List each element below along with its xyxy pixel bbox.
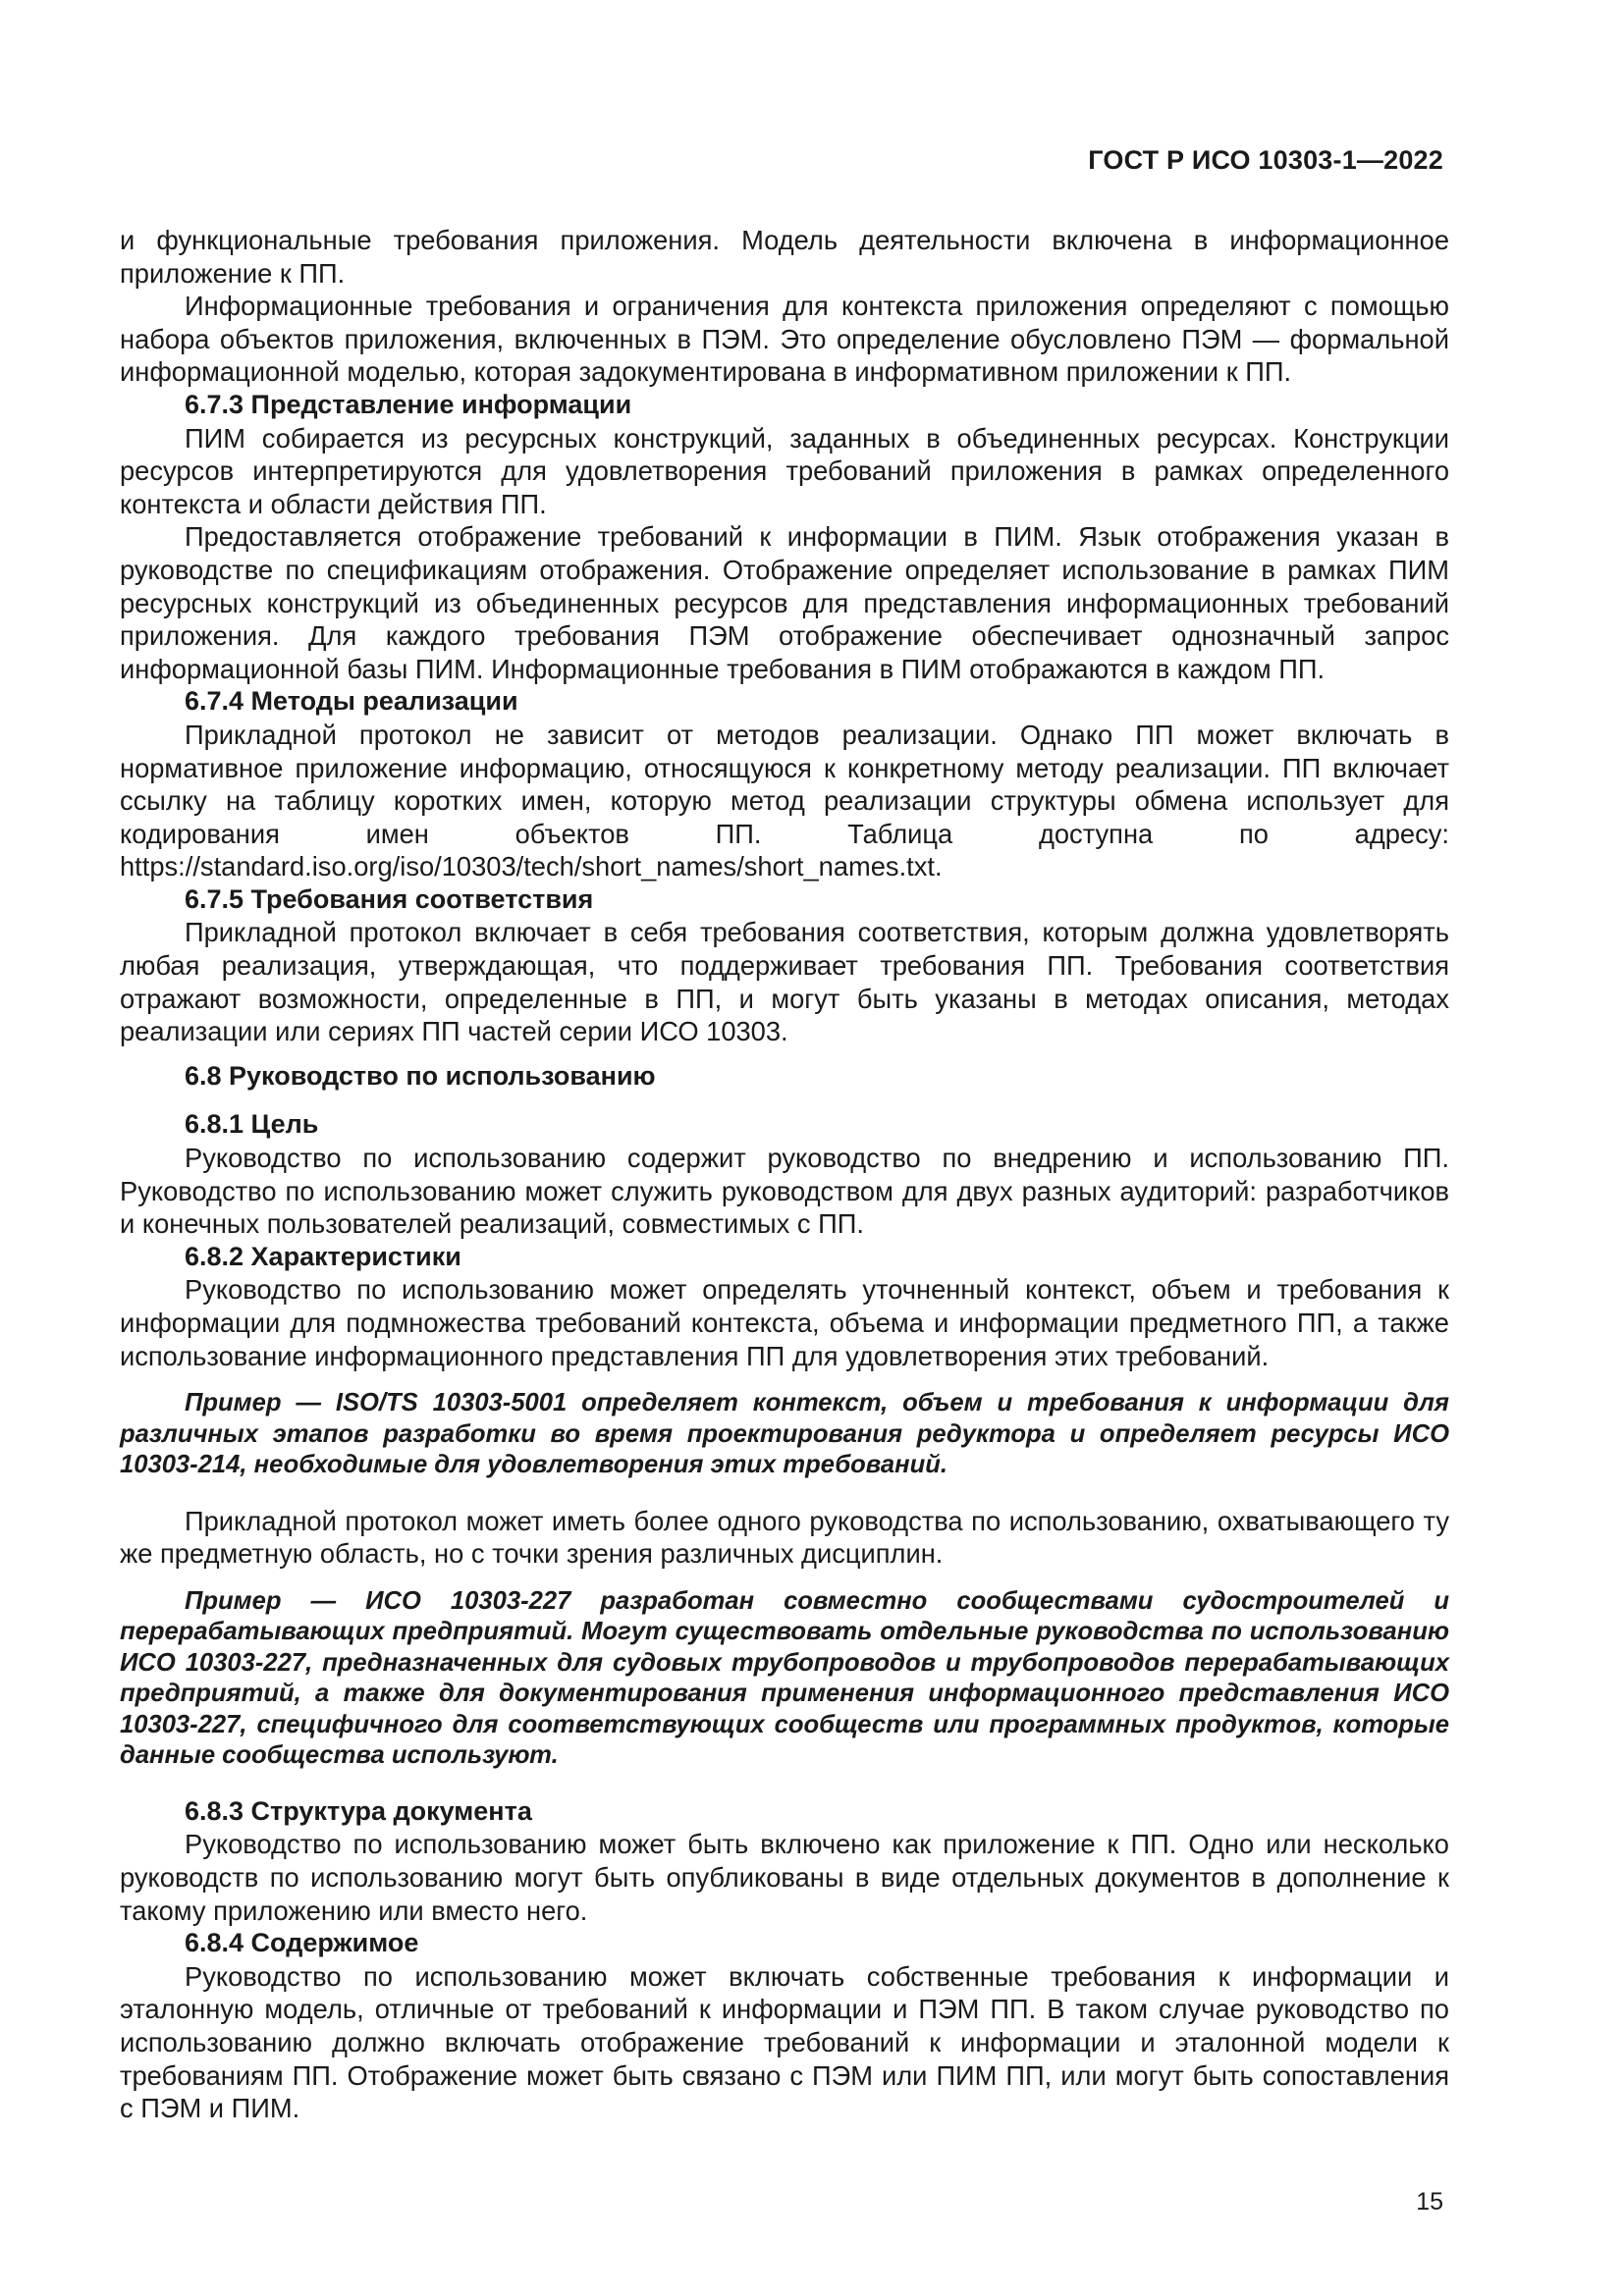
document-body	[120, 224, 1449, 2125]
section-heading: 6.7.4 Методы реализации	[185, 686, 518, 717]
section-heading: 6.8 Руководство по использованию	[185, 1060, 656, 1091]
paragraph: Предоставляется отображение требований к информации в ПИМ. Язык отображения указан в руководстве по спецификациям отображения. Отображение определяет использование в рамках ПИМ ресурсных конструкций из объединенных ресурсов для представления информационных требований приложения. Для каждого требования ПЭМ отображение обеспечивает однозначный запрос информационной базы ПИМ. Информационные требования в ПИМ отображаются в каждом ПП.	[120, 521, 1449, 684]
paragraph: Прикладной протокол может иметь более одного руководства по использованию, охватывающего ту же предметную область, но с точки зрения различных дисциплин.	[120, 1505, 1449, 1570]
section-heading: 6.7.5 Требования соответствия	[185, 883, 594, 914]
paragraph: Руководство по использованию содержит руководство по внедрению и использованию ПП. Руководство по использованию может служить руководством для двух разных аудиторий: разработчиков и конечных пользователей реализаций, совместимых с ПП.	[120, 1143, 1449, 1240]
spacer	[120, 1571, 1449, 1586]
paragraph: Прикладной протокол не зависит от методов реализации. Однако ПП может включать в нормативное приложение информацию, относящуюся к конкретному методу реализации. ПП включает ссылку на таблицу коротких имен, которую метод реализации структуры обмена использует для кодирования имен объектов ПП. Таблица доступна по адресу: https://standard.iso.org/iso/10303/tech/short_names/short_names.txt.	[120, 719, 1449, 882]
section-heading: 6.8.4 Содержимое	[185, 1928, 419, 1958]
section-heading: 6.8.2 Характеристики	[185, 1241, 461, 1271]
document-code-header: ГОСТ Р ИСО 10303-1—2022	[1088, 145, 1443, 175]
paragraph: Прикладной протокол включает в себя требования соответствия, которым должна удовлетворять любая реализация, утверждающая, что поддерживает требования ПП. Требования соответствия отражают возможности, определенные в ПП, и могут быть указаны в методах описания, методах реализации или сериях ПП частей серии ИСО 10303.	[120, 917, 1449, 1047]
section-heading: 6.8.1 Цель	[185, 1109, 319, 1140]
paragraph: Руководство по использованию может включать собственные требования к информации и эталонную модель, отличные от требований к информации и ПЭМ ПП. В таком случае руководство по использованию должно включать отображение требований к информации и эталонной модели к требованиям ПП. Отображение может быть связано с ПЭМ или ПИМ ПП, или могут быть сопоставления с ПЭМ и ПИМ.	[120, 1960, 1449, 2124]
paragraph: Информационные требования и ограничения для контекста приложения определяют с помощью набора объектов приложения, включенных в ПЭМ. Это определение обусловлено ПЭМ — формальной информационной моделью, которая задокументирована в информативном приложении к ПП.	[120, 291, 1449, 388]
paragraph: Руководство по использованию может быть включено как приложение к ПП. Одно или несколько руководств по использованию могут быть опубликованы в виде отдельных документов в дополнение к такому приложению или вместо него.	[120, 1829, 1449, 1926]
paragraph: Руководство по использованию может определять уточненный контекст, объем и требования к информации для подмножества требований контекста, объема и информации предметного ПП, а также использование информационного представления ПП для удовлетворения этих требований.	[120, 1274, 1449, 1371]
spacer	[120, 1481, 1449, 1505]
paragraph: ПИМ собирается из ресурсных конструкций, заданных в объединенных ресурсах. Конструкции ресурсов интерпретируются для удовлетворения требований приложения в рамках определенного контекста и области действия ПП.	[120, 422, 1449, 519]
paragraph: и функциональные требования приложения. Модель деятельности включена в информационное приложение к ПП.	[120, 225, 1449, 289]
example-note: Пример — ISO/TS 10303-5001 определяет контекст, объем и требования к информации для различных этапов разработки во время проектирования редуктора и определяет ресурсы ИСО 10303-214, необходимые для удовлетворения этих требований.	[120, 1389, 1449, 1479]
section-heading: 6.7.3 Представление информации	[185, 389, 632, 419]
example-note: Пример — ИСО 10303-227 разработан совместно сообществами судостроителей и перерабатывающих предприятий. Могут существовать отдельные руководства по использованию ИСО 10303-227, предназначенных для судовых трубопроводов и трубопроводов перерабатывающих предприятий, а также для документирования применения информационного представления ИСО 10303-227, специфичного для соответствующих сообществ или программных продуктов, которые данные сообщества используют.	[120, 1586, 1449, 1770]
spacer	[120, 1372, 1449, 1388]
spacer	[120, 1772, 1449, 1795]
page-number: 15	[1416, 2188, 1443, 2216]
spacer	[120, 1048, 1449, 1060]
section-heading: 6.8.3 Структура документа	[185, 1795, 532, 1826]
